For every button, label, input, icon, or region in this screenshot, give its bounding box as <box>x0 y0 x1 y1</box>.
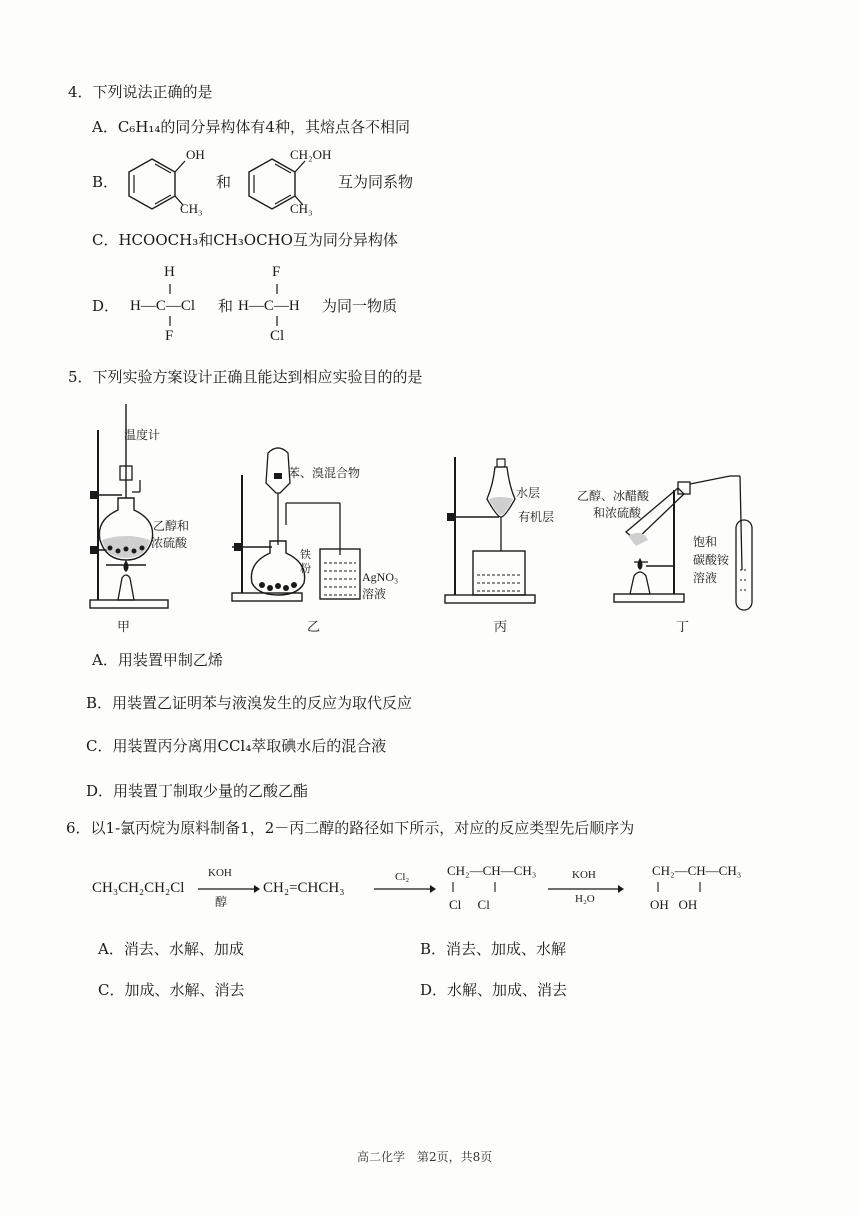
ding-label-carbonate: 碳酸铵 <box>693 553 730 567</box>
ding-label-reagents: 乙醇、冰醋酸 <box>577 489 650 503</box>
bing-caption: 丙 <box>494 620 508 635</box>
q6-r3-bottom: H₂O <box>575 893 595 905</box>
q6-s3-row: CH₂—CH—CH₃ <box>447 863 537 878</box>
q4-d-mol2-top: F <box>272 264 281 280</box>
q4-d-mol1-top: H <box>164 264 175 280</box>
q4-b-mol1-bottom: CH₃ <box>180 201 203 216</box>
q6-s1: CH₃CH₂CH₂Cl <box>92 880 185 896</box>
q4-option-b-label: B． <box>92 173 119 191</box>
q4-d-mol2-bottom: Cl <box>270 328 285 344</box>
q4-d-mol1-row: H—C—Cl <box>130 298 196 314</box>
ding-caption: 丁 <box>676 620 690 635</box>
q6-stem: 6．以1-氯丙烷为原料制备1，2－丙二醇的路径如下所示，对应的反应类型先后顺序为 <box>66 819 635 837</box>
q5-option-a: A．用装置甲制乙烯 <box>92 651 223 669</box>
q4-option-a: A．C₆H₁₄的同分异构体有4种，其熔点各不相同 <box>92 118 410 136</box>
yi-label-solution: 溶液 <box>362 587 387 601</box>
q4-option-c: C．HCOOCH₃和CH₃OCHO互为同分异构体 <box>92 231 398 249</box>
q4-b-tail: 互为同系物 <box>338 173 414 191</box>
yi-caption: 乙 <box>307 620 321 635</box>
q6-s4-sub: OH OH <box>650 897 698 912</box>
q5-stem: 5．下列实验方案设计正确且能达到相应实验目的的是 <box>68 368 423 386</box>
yi-label-iron-2: 粉 <box>300 562 311 575</box>
q6-s3-bonds <box>451 880 511 894</box>
q4-d-bonds-1 <box>168 282 172 330</box>
q6-arrow-3 <box>548 885 624 893</box>
ding-label-saturated: 饱和 <box>693 535 718 549</box>
q4-d-bonds-2 <box>275 282 279 330</box>
jia-label-thermometer: 温度计 <box>124 428 161 442</box>
q6-r1-bottom: 醇 <box>215 895 228 909</box>
page-footer: 高二化学 第2页，共8页 <box>357 1150 493 1164</box>
jia-caption: 甲 <box>117 620 131 635</box>
bing-label-organic: 有机层 <box>518 510 555 524</box>
yi-label-agno3: AgNO₃ <box>362 570 399 584</box>
q6-option-c: C．加成、水解、消去 <box>98 981 245 999</box>
q6-s4-bonds <box>656 880 716 894</box>
q4-b-mol2-top: CH₂OH <box>290 147 332 162</box>
q6-r3-top: KOH <box>572 869 596 881</box>
jia-label-acid: 浓硫酸 <box>151 536 188 550</box>
ding-label-acid: 和浓硫酸 <box>593 506 642 520</box>
q6-option-b: B．消去、加成、水解 <box>420 940 567 958</box>
q5-option-c: C．用装置丙分离用CCl₄萃取碘水后的混合液 <box>86 737 387 755</box>
q6-s2: CH₂=CHCH₃ <box>263 880 345 896</box>
q4-stem: 4．下列说法正确的是 <box>68 83 213 101</box>
q4-b-and: 和 <box>216 173 232 191</box>
q5-option-b: B．用装置乙证明苯与液溴发生的反应为取代反应 <box>86 694 413 712</box>
jia-label-ethanol: 乙醇和 <box>153 519 190 533</box>
q6-s3-sub: Cl Cl <box>449 897 490 912</box>
q6-option-d: D．水解、加成、消去 <box>420 981 568 999</box>
q4-d-mol1-bottom: F <box>165 328 174 344</box>
ding-label-solution: 溶液 <box>693 571 718 585</box>
apparatus-bing <box>443 455 543 610</box>
q6-r1-top: KOH <box>208 867 232 879</box>
bing-label-water: 水层 <box>516 486 541 500</box>
q4-b-mol1-top: OH <box>186 147 205 162</box>
q4-b-mol2-bottom: CH₃ <box>290 201 313 216</box>
yi-label-mixture: 苯、溴混合物 <box>288 466 361 480</box>
q6-r2-top: Cl₂ <box>395 871 410 883</box>
q4-d-mol2-row: H—C—H <box>238 298 300 314</box>
q4-option-d-label: D． <box>92 297 120 315</box>
q6-arrow-2 <box>374 885 436 893</box>
q6-s4-row: CH₂—CH—CH₃ <box>652 863 742 878</box>
q4-d-tail: 为同一物质 <box>322 297 398 315</box>
q5-option-d: D．用装置丁制取少量的乙酸乙酯 <box>86 782 309 800</box>
q6-arrow-1 <box>198 885 260 893</box>
q4-b-benzene-1 <box>117 155 187 211</box>
yi-label-iron-1: 铁 <box>300 548 311 561</box>
q4-d-and: 和 <box>218 297 234 315</box>
q6-option-a: A．消去、水解、加成 <box>98 940 244 958</box>
